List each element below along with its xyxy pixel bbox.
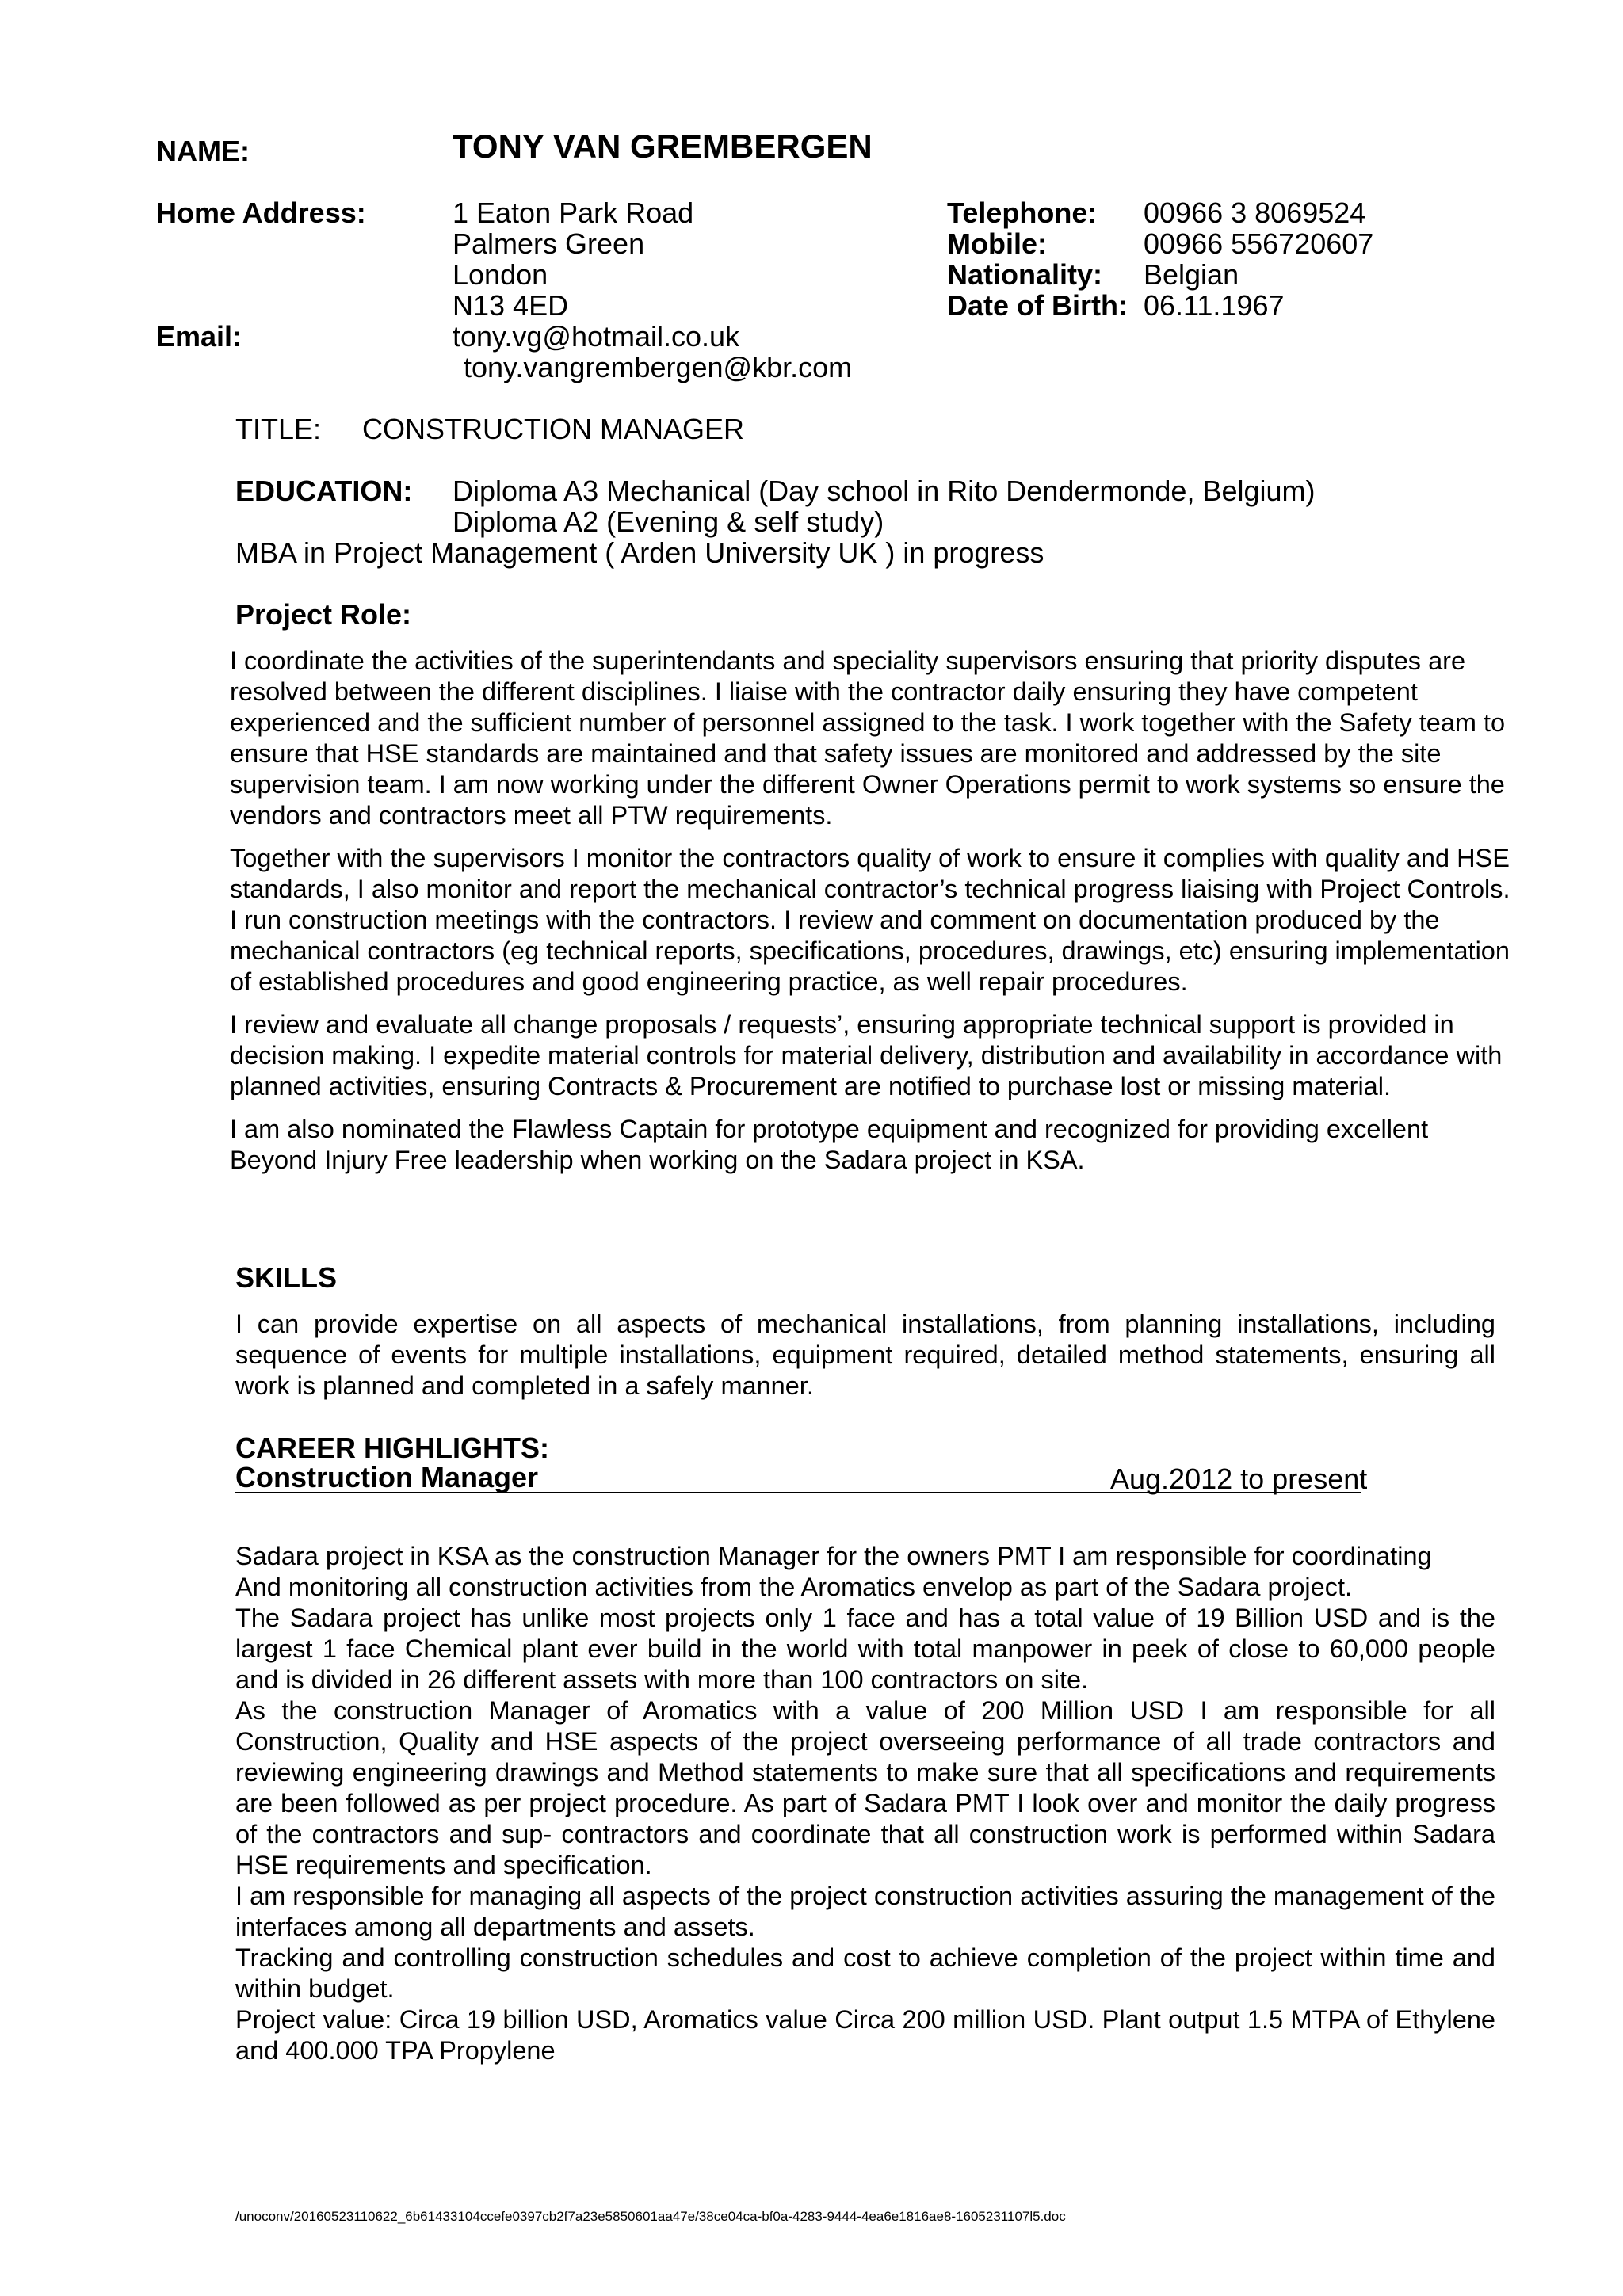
title-value: CONSTRUCTION MANAGER bbox=[362, 413, 745, 445]
job-dates: Aug.2012 to present bbox=[1110, 1463, 1368, 1495]
footer-file-path: /unoconv/20160523110622_6b61433104ccefe0397cb2f7a23e5850601aa47e/38ce04ca-bf0a-4283-9444-4ea6e1816ae8-1605231107l5.doc bbox=[235, 2209, 1066, 2224]
career-paragraph: The Sadara project has unlike most projects only 1 face and has a total value of 19 Billion USD and is the largest 1 face Chemical plant ever build in the world with total manpower in peek of close to 60,000 people and is divided in 26 different assets with more than 100 contractors on site. bbox=[235, 1604, 1495, 1694]
project-role-paragraph: Together with the supervisors I monitor the contractors quality of work to ensure it complies with quality and HSE standards, I also monitor and report the mechanical contractor’s technical progress liaising with Project Controls. I run construction meetings with the contractors. I review and comment on documentation produced by the mechanical contractors (eg technical reports, specifications, procedures, drawings, etc) ensuring implementation of established procedures and good engineering practice, as well repair procedures. bbox=[230, 844, 1510, 996]
career-paragraph: As the construction Manager of Aromatics with a value of 200 Million USD I am responsible for all Construction, Quality and HSE aspects of the project overseeing performance of all trade contractors and reviewing engineering drawings and Method statements to make sure that all specifications and requirements are been followed as per project procedure. As part of Sadara PMT I look over and monitor the daily progress of the contractors and sup- contractors and coordinate that all construction work is performed within Sadara HSE requirements and specification. bbox=[235, 1696, 1495, 1879]
career-paragraph: I am responsible for managing all aspects of the project construction activities assuring the management of the interfaces among all departments and assets. bbox=[235, 1882, 1495, 1941]
name-label: NAME: bbox=[156, 135, 250, 167]
project-role-paragraph: I coordinate the activities of the superintendants and speciality supervisors ensuring that priority disputes are resolved between the different disciplines. I liaise with the contractor daily ensuring they have competent experienced and the sufficient number of personnel assigned to the task. I work together with the Safety team to ensure that HSE standards are maintained and that safety issues are monitored and addressed by the site supervision team. I am now working under the different Owner Operations permit to work systems so ensure the vendors and contractors meet all PTW requirements. bbox=[230, 646, 1506, 830]
address-label: Home Address: bbox=[156, 196, 366, 229]
career-body bbox=[235, 1541, 1495, 2066]
project-role-paragraph: I am also nominated the Flawless Captain for prototype equipment and recognized for providing excellent Beyond Injury Free leadership when working on the Sadara project in KSA. bbox=[230, 1115, 1429, 1174]
job-title: Construction Manager bbox=[235, 1461, 539, 1493]
address-line-3: London bbox=[453, 258, 548, 291]
project-role-paragraph: I review and evaluate all change proposals / requests’, ensuring appropriate technical support is provided in decision making. I expedite material controls for material delivery, distribution and availability in accordance with planned activities, ensuring Contracts & Procurement are notified to purchase lost or missing material. bbox=[230, 1010, 1503, 1100]
education-label: EDUCATION: bbox=[235, 475, 413, 507]
career-paragraph: Sadara project in KSA as the construction Manager for the owners PMT I am responsible for coordinating bbox=[235, 1542, 1432, 1570]
project-role-body bbox=[230, 646, 1514, 1176]
email-line-2: tony.vangrembergen@kbr.com bbox=[464, 351, 853, 383]
address-line-1: 1 Eaton Park Road bbox=[453, 196, 694, 229]
telephone-label: Telephone: bbox=[947, 196, 1098, 229]
mobile-value: 00966 556720607 bbox=[1144, 227, 1374, 260]
email-label: Email: bbox=[156, 320, 242, 353]
career-paragraph: And monitoring all construction activities from the Aromatics envelop as part of the Sadara project. bbox=[235, 1573, 1353, 1601]
telephone-value: 00966 3 8069524 bbox=[1144, 196, 1366, 229]
education-line-2: Diploma A2 (Evening & self study) bbox=[453, 505, 884, 538]
skills-heading: SKILLS bbox=[235, 1261, 338, 1294]
nationality-value: Belgian bbox=[1144, 258, 1239, 291]
project-role-heading: Project Role: bbox=[235, 598, 412, 631]
title-label: TITLE: bbox=[235, 413, 322, 445]
name-value: TONY VAN GREMBERGEN bbox=[453, 128, 873, 165]
education-line-3: MBA in Project Management ( Arden University UK ) in progress bbox=[235, 536, 1044, 569]
career-paragraph: Project value: Circa 19 billion USD, Aromatics value Circa 200 million USD. Plant output 1.5 MTPA of Ethylene and 400.000 TPA Propylene bbox=[235, 2005, 1495, 2065]
address-line-4: N13 4ED bbox=[453, 289, 569, 322]
dob-value: 06.11.1967 bbox=[1144, 289, 1285, 322]
education-line-1: Diploma A3 Mechanical (Day school in Rito Dendermonde, Belgium) bbox=[453, 475, 1316, 507]
skills-text: I can provide expertise on all aspects of mechanical installations, from planning installations, including sequence of events for multiple installations, equipment required, detailed method statements, ensuring all work is planned and completed in a safely manner. bbox=[235, 1310, 1495, 1400]
nationality-label: Nationality: bbox=[947, 258, 1103, 291]
career-paragraph: Tracking and controlling construction schedules and cost to achieve completion of the project within time and within budget. bbox=[235, 1943, 1495, 2003]
career-heading: CAREER HIGHLIGHTS: bbox=[235, 1432, 549, 1464]
dob-label: Date of Birth: bbox=[947, 289, 1128, 322]
address-line-2: Palmers Green bbox=[453, 227, 645, 260]
mobile-label: Mobile: bbox=[947, 227, 1047, 260]
email-line-1: tony.vg@hotmail.co.uk bbox=[453, 320, 740, 353]
